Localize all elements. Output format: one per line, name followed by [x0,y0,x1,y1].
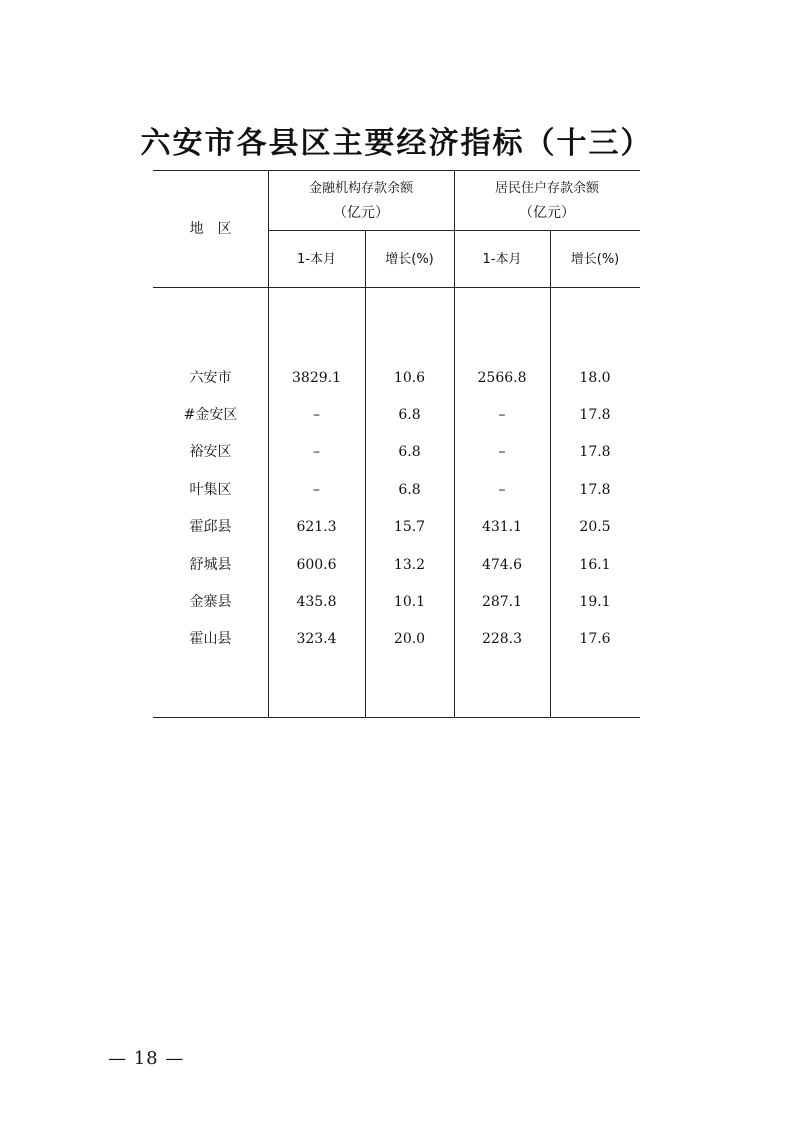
region-name: 霍山县 [189,631,232,647]
household-deposit-value: – [498,407,506,423]
group1-growth-header: 增长(%) [385,252,434,267]
deposit-value: 3829.1 [292,370,341,386]
group1-header-name: 金融机构存款余额 [308,181,413,196]
region-name: 霍邱县 [189,519,232,535]
group1-header-unit: （亿元） [333,205,389,221]
household-deposit-growth: 20.5 [579,519,611,535]
region-name: 舒城县 [189,557,232,573]
deposit-value: 435.8 [296,594,337,610]
deposit-growth: 15.7 [393,519,426,535]
region-name: 金寨县 [189,594,232,610]
deposit-value: – [313,407,320,423]
household-deposit-value: 474.6 [481,557,523,573]
deposit-growth: 10.6 [393,370,426,386]
table-bottom-rule [153,717,640,718]
household-deposit-value: 228.3 [481,631,523,647]
household-deposit-growth: 17.8 [579,482,611,498]
household-deposit-growth: 17.8 [579,407,611,423]
economic-indicators-table [153,170,640,718]
deposit-growth: 10.1 [393,594,426,610]
group2-value-header: 1-本月 [482,252,522,267]
table-top-rule [153,170,640,171]
household-deposit-value: 287.1 [481,594,523,610]
region-name: 六安市 [189,370,232,386]
deposit-growth: 13.2 [393,557,426,573]
household-deposit-growth: 18.0 [579,370,611,386]
page-title: 六安市各县区主要经济指标（十三） [140,126,653,161]
group2-header-name: 居民住户存款余额 [494,181,599,196]
region-header: 地 区 [189,221,232,237]
household-deposit-value: – [498,444,506,460]
deposit-value: – [313,444,320,460]
header-bottom-rule [153,287,640,288]
household-deposit-value: – [498,482,506,498]
deposit-growth: 6.8 [398,407,421,423]
region-name: 裕安区 [189,444,232,460]
household-deposit-growth: 17.6 [579,631,611,647]
deposit-value: 600.6 [296,557,337,573]
household-deposit-growth: 19.1 [579,594,611,610]
deposit-value: 323.4 [296,631,337,647]
page-number: — 18 — [108,1048,185,1069]
deposit-value: – [313,482,320,498]
household-deposit-value: 2566.8 [477,370,527,386]
region-name: 叶集区 [189,482,232,498]
region-name: #金安区 [183,407,238,423]
deposit-growth: 20.0 [393,631,426,647]
deposit-growth: 6.8 [398,482,421,498]
deposit-growth: 6.8 [398,444,421,460]
household-deposit-growth: 17.8 [579,444,611,460]
group2-growth-header: 增长(%) [570,252,620,267]
deposit-value: 621.3 [296,519,337,535]
household-deposit-value: 431.1 [481,519,523,535]
group2-header-unit: （亿元） [519,205,575,221]
group1-value-header: 1-本月 [297,252,336,267]
household-deposit-growth: 16.1 [579,557,611,573]
